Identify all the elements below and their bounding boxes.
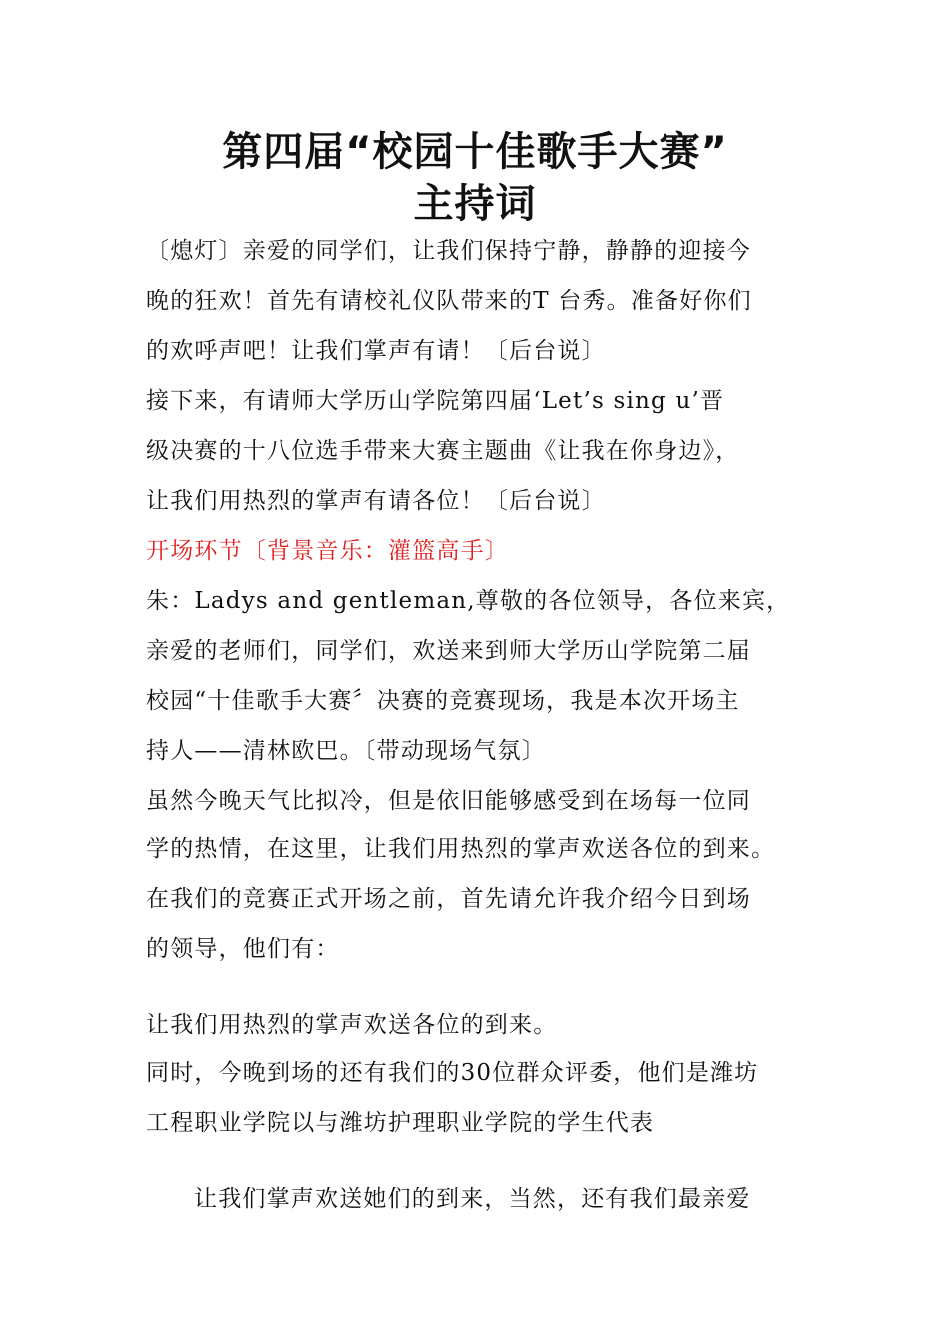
text-line: 的领导，他们有：	[146, 936, 340, 962]
text-line: 朱：Ladys and gentleman,尊敬的各位领导，各位来宾，	[146, 588, 791, 614]
text-line: 在我们的竞赛正式开场之前，首先请允许我介绍今日到场	[146, 886, 751, 912]
text-line: 学的热情，在这里，让我们用热烈的掌声欢送各位的到来。	[146, 836, 776, 862]
text-line: 的欢呼声吧！让我们掌声有请！〔后台说〕	[146, 338, 606, 364]
text-line: 级决赛的十八位选手带来大赛主题曲《让我在你身边》，	[146, 438, 740, 464]
text-line: 〔熄灯〕亲爱的同学们，让我们保持宁静，静静的迎接今	[146, 238, 751, 264]
section-heading: 开场环节〔背景音乐：灌篮高手〕	[146, 538, 509, 564]
text-line: 持人——清林欧巴。〔带动现场气氛〕	[146, 738, 546, 764]
text-line: 让我们用热烈的掌声有请各位！〔后台说〕	[146, 488, 606, 514]
text-line: 虽然今晚天气比拟冷，但是依旧能够感受到在场每一位同	[146, 788, 751, 814]
text-line: 工程职业学院以与潍坊护理职业学院的学生代表	[146, 1110, 655, 1136]
text-line: 接下来，有请师大学历山学院第四届‘Let’s sing u’晋	[146, 388, 725, 414]
text-line: 让我们用热烈的掌声欢送各位的到来。	[146, 1012, 558, 1038]
text-line: 晚的狂欢！首先有请校礼仪队带来的T 台秀。准备好你们	[146, 288, 752, 314]
text-line: 同时，今晚到场的还有我们的30位群众评委，他们是潍坊	[146, 1060, 759, 1086]
text-line: 让我们掌声欢送她们的到来，当然，还有我们最亲爱	[194, 1186, 751, 1212]
text-line: 亲爱的老师们，同学们，欢送来到师大学历山学院第二届	[146, 638, 751, 664]
document-subtitle: 主持词	[413, 181, 537, 227]
document-title: 第四届“校园十佳歌手大赛”	[222, 129, 728, 175]
text-line: 校园“十佳歌手大赛〞决赛的竞赛现场，我是本次开场主	[146, 688, 740, 714]
